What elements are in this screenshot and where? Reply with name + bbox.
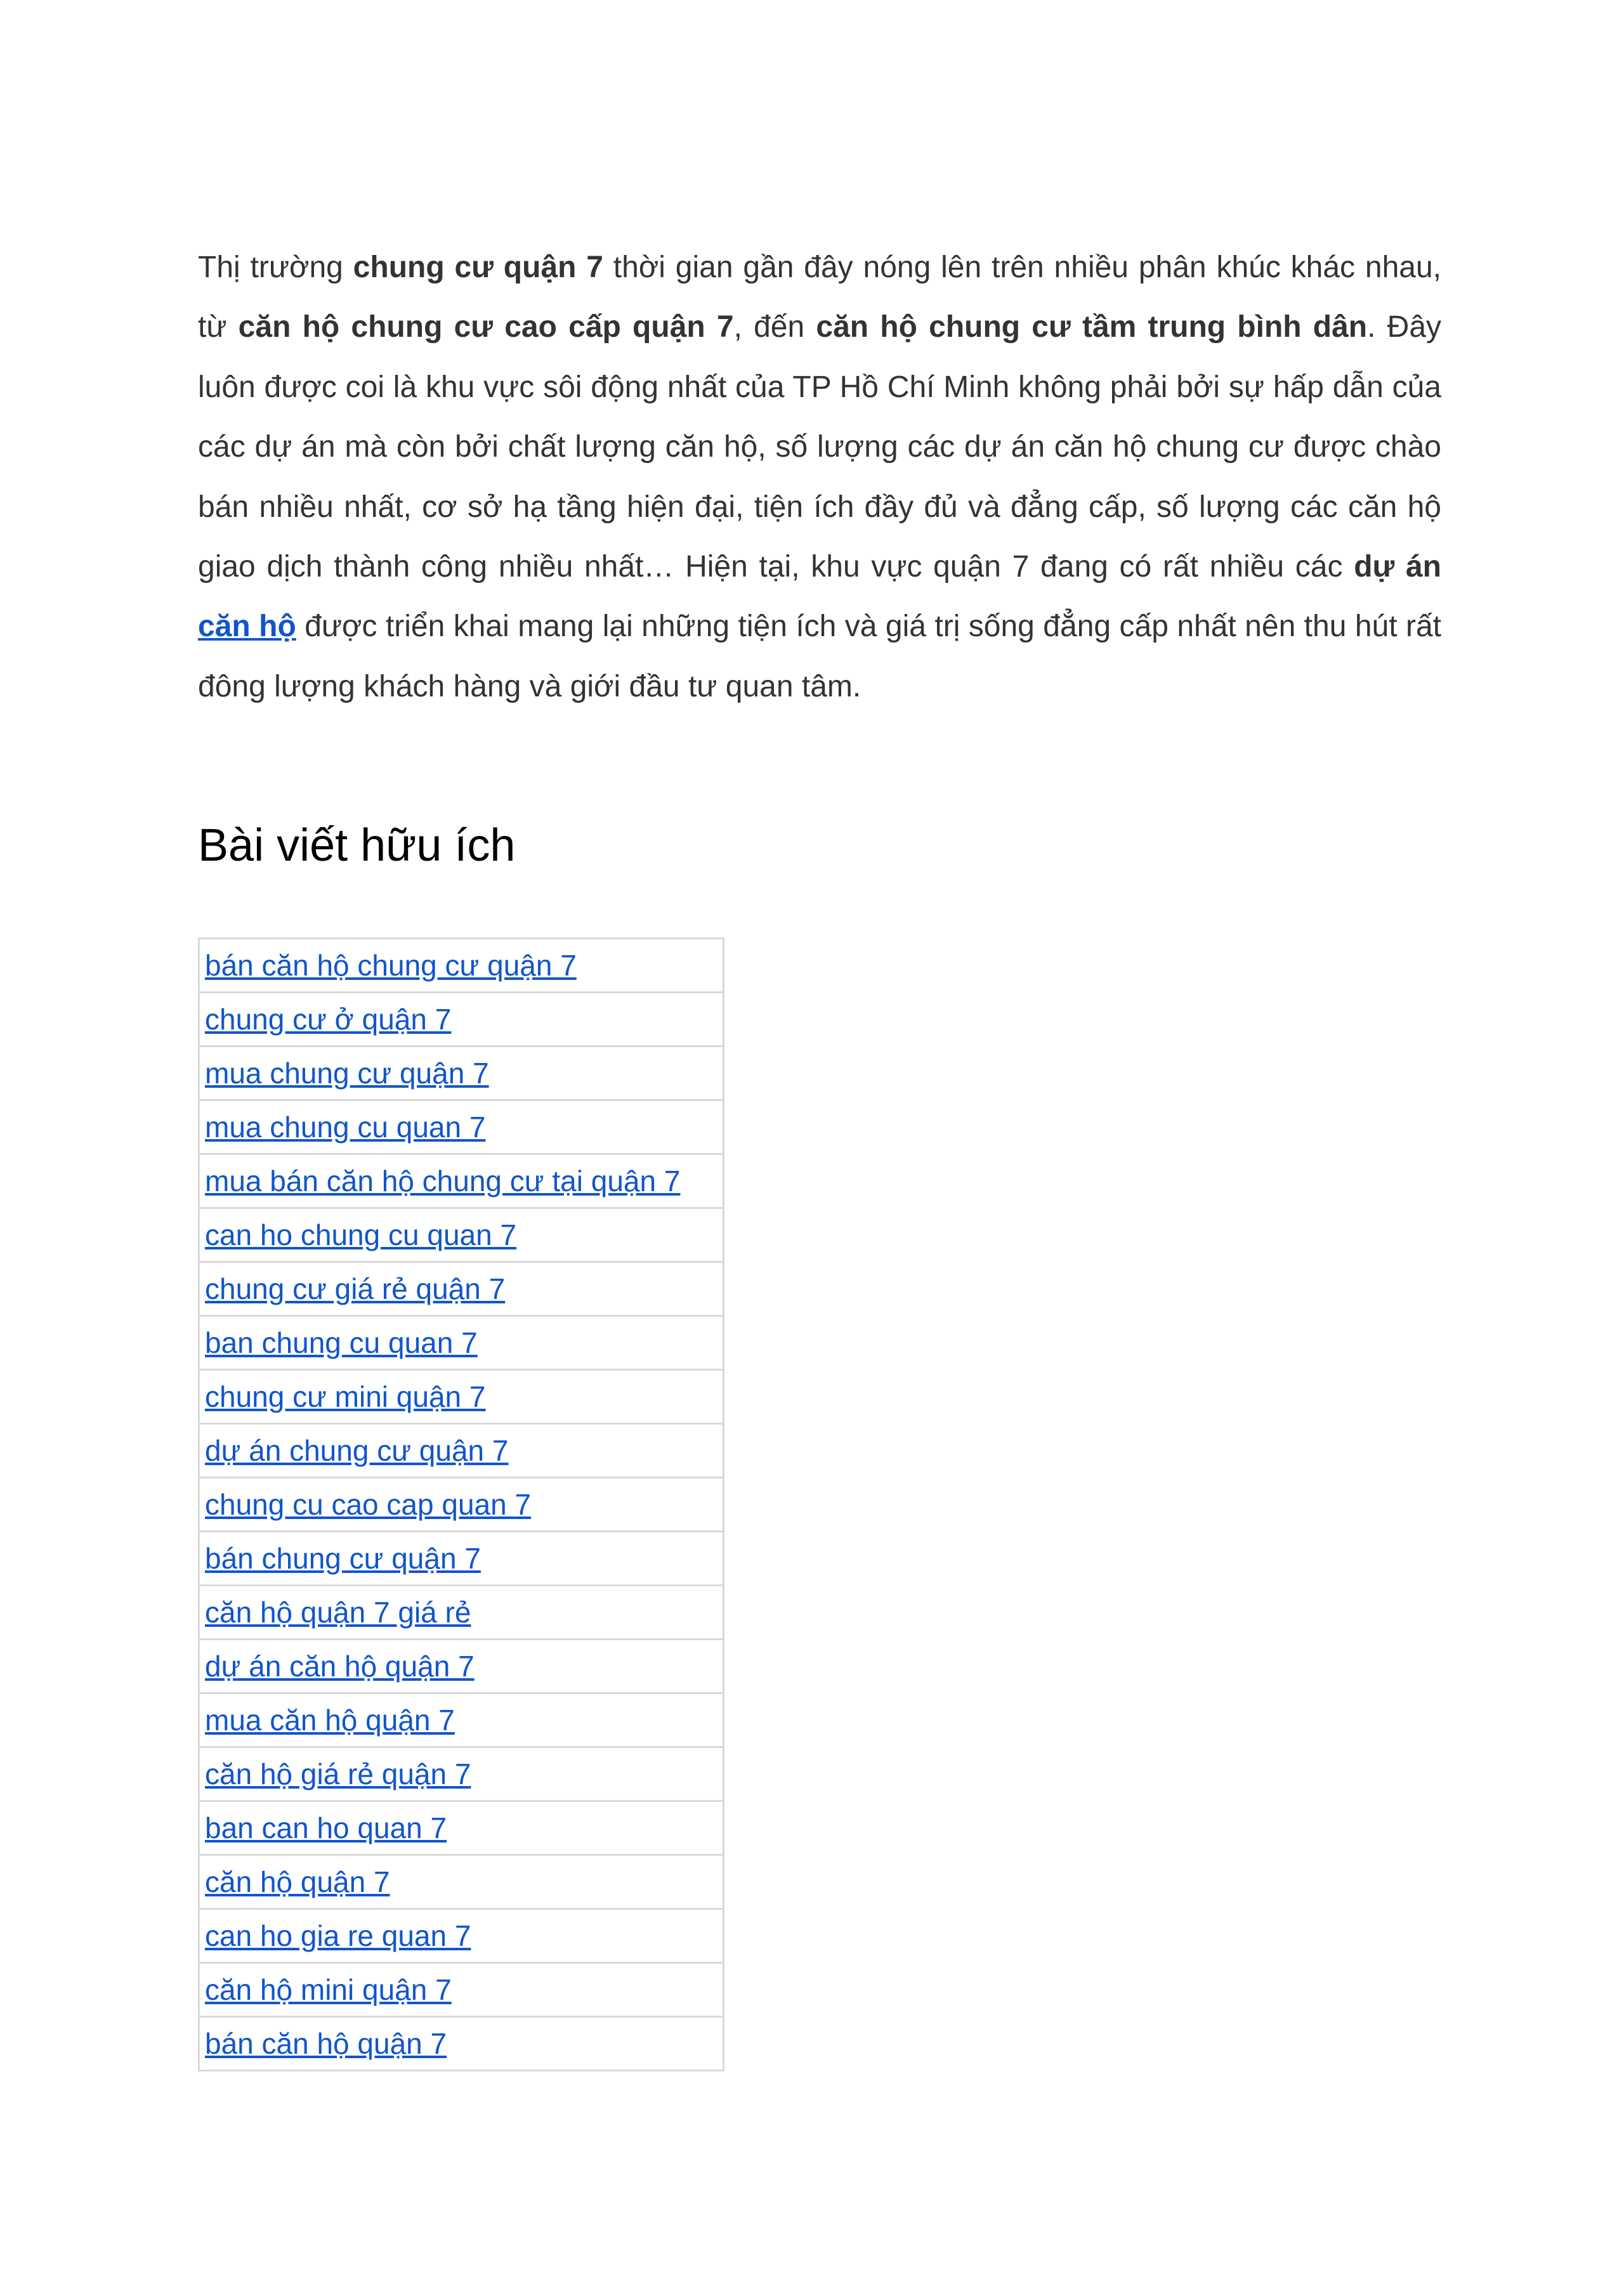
table-cell: [199, 939, 724, 993]
useful-link[interactable]: can ho gia re quan 7: [205, 1919, 471, 1952]
table-cell: [199, 1855, 724, 1909]
table-cell: [199, 1747, 724, 1801]
table-cell: [199, 1316, 724, 1370]
useful-link[interactable]: mua bán căn hộ chung cư tại quận 7: [205, 1164, 681, 1197]
intro-text-1: Thị trường: [198, 251, 353, 284]
useful-links-table: [198, 937, 724, 2071]
table-cell: [199, 1963, 724, 2017]
table-row: [199, 1963, 724, 2017]
intro-text-3: , đến: [733, 310, 816, 344]
table-cell: [199, 2017, 724, 2071]
table-row: [199, 1047, 724, 1100]
table-cell: [199, 1801, 724, 1855]
intro-bold-4: dự án: [1354, 550, 1441, 584]
table-row: [199, 1747, 724, 1801]
table-row: [199, 2017, 724, 2071]
useful-link[interactable]: can ho chung cu quan 7: [205, 1218, 517, 1251]
table-cell: [199, 1100, 724, 1154]
useful-link[interactable]: dự án chung cư quận 7: [205, 1434, 509, 1467]
intro-text-2: thời gian gần đây nóng lên trên nhiều phân khúc khác nhau, từ: [198, 251, 1441, 344]
table-cell: [199, 993, 724, 1047]
section-heading: Bài viết hữu ích: [198, 820, 516, 871]
intro-text-5: được triển khai mang lại những tiện ích và giá trị sống đẳng cấp nhất nên thu hút rất đông lượng khách hàng và giới đầu tư quan tâm.: [198, 610, 1442, 703]
table-row: [199, 1424, 724, 1478]
table-cell: [199, 1640, 724, 1693]
table-cell: [199, 1208, 724, 1262]
table-row: [199, 1909, 724, 1963]
table-row: [199, 993, 724, 1047]
table-row: [199, 1855, 724, 1909]
table-row: [199, 1586, 724, 1640]
table-cell: [199, 1532, 724, 1586]
table-cell: [199, 1047, 724, 1100]
useful-link[interactable]: chung cư ở quận 7: [205, 1003, 452, 1036]
useful-link[interactable]: bán căn hộ chung cư quận 7: [205, 949, 577, 982]
useful-link[interactable]: ban can ho quan 7: [205, 1811, 447, 1844]
table-cell: [199, 1586, 724, 1640]
table-cell: [199, 1262, 724, 1316]
useful-link[interactable]: bán chung cư quận 7: [205, 1542, 481, 1575]
useful-link[interactable]: căn hộ mini quận 7: [205, 1973, 452, 2006]
table-row: [199, 1154, 724, 1208]
useful-link[interactable]: chung cư giá rẻ quận 7: [205, 1272, 506, 1305]
table-row: [199, 1262, 724, 1316]
table-row: [199, 1478, 724, 1532]
table-row: [199, 1801, 724, 1855]
table-row: [199, 1100, 724, 1154]
useful-link[interactable]: mua căn hộ quận 7: [205, 1704, 455, 1737]
table-row: [199, 939, 724, 993]
useful-link[interactable]: chung cu cao cap quan 7: [205, 1488, 532, 1521]
useful-link[interactable]: dự án căn hộ quận 7: [205, 1650, 475, 1683]
table-row: [199, 1316, 724, 1370]
useful-link[interactable]: căn hộ quận 7: [205, 1865, 390, 1898]
table-cell: [199, 1154, 724, 1208]
table-row: [199, 1532, 724, 1586]
useful-link[interactable]: bán căn hộ quận 7: [205, 2027, 447, 2060]
useful-link[interactable]: ban chung cu quan 7: [205, 1326, 478, 1359]
intro-text-4: . Đây luôn được coi là khu vực sôi động nhất của TP Hồ Chí Minh không phải bởi sự hấp dẫn của các dự án mà còn bởi chất lượng căn hộ, số lượng các dự án căn hộ chung cư được chào bán nhiều nhất, cơ sở hạ tầng hiện đại, tiện ích đầy đủ và đẳng cấp, số lượng các căn hộ giao dịch thành công nhiều nhất… Hiện tại, khu vực quận 7 đang có rất nhiều các: [198, 310, 1442, 584]
intro-bold-1: chung cư quận 7: [353, 251, 603, 284]
table-cell: [199, 1909, 724, 1963]
useful-link[interactable]: căn hộ giá rẻ quận 7: [205, 1758, 471, 1790]
intro-paragraph: [198, 238, 1441, 717]
intro-bold-2: căn hộ chung cư cao cấp quận 7: [238, 310, 734, 344]
table-cell: [199, 1693, 724, 1747]
table-row: [199, 1640, 724, 1693]
useful-link[interactable]: chung cư mini quận 7: [205, 1380, 486, 1413]
table-cell: [199, 1370, 724, 1424]
table-row: [199, 1208, 724, 1262]
intro-link-can-ho[interactable]: căn hộ: [198, 610, 296, 644]
intro-bold-3: căn hộ chung cư tầm trung bình dân: [816, 310, 1368, 344]
table-cell: [199, 1424, 724, 1478]
useful-link[interactable]: căn hộ quận 7 giá rẻ: [205, 1596, 471, 1629]
table-row: [199, 1693, 724, 1747]
useful-link[interactable]: mua chung cư quận 7: [205, 1057, 489, 1090]
table-row: [199, 1370, 724, 1424]
useful-link[interactable]: mua chung cu quan 7: [205, 1111, 486, 1144]
table-cell: [199, 1478, 724, 1532]
